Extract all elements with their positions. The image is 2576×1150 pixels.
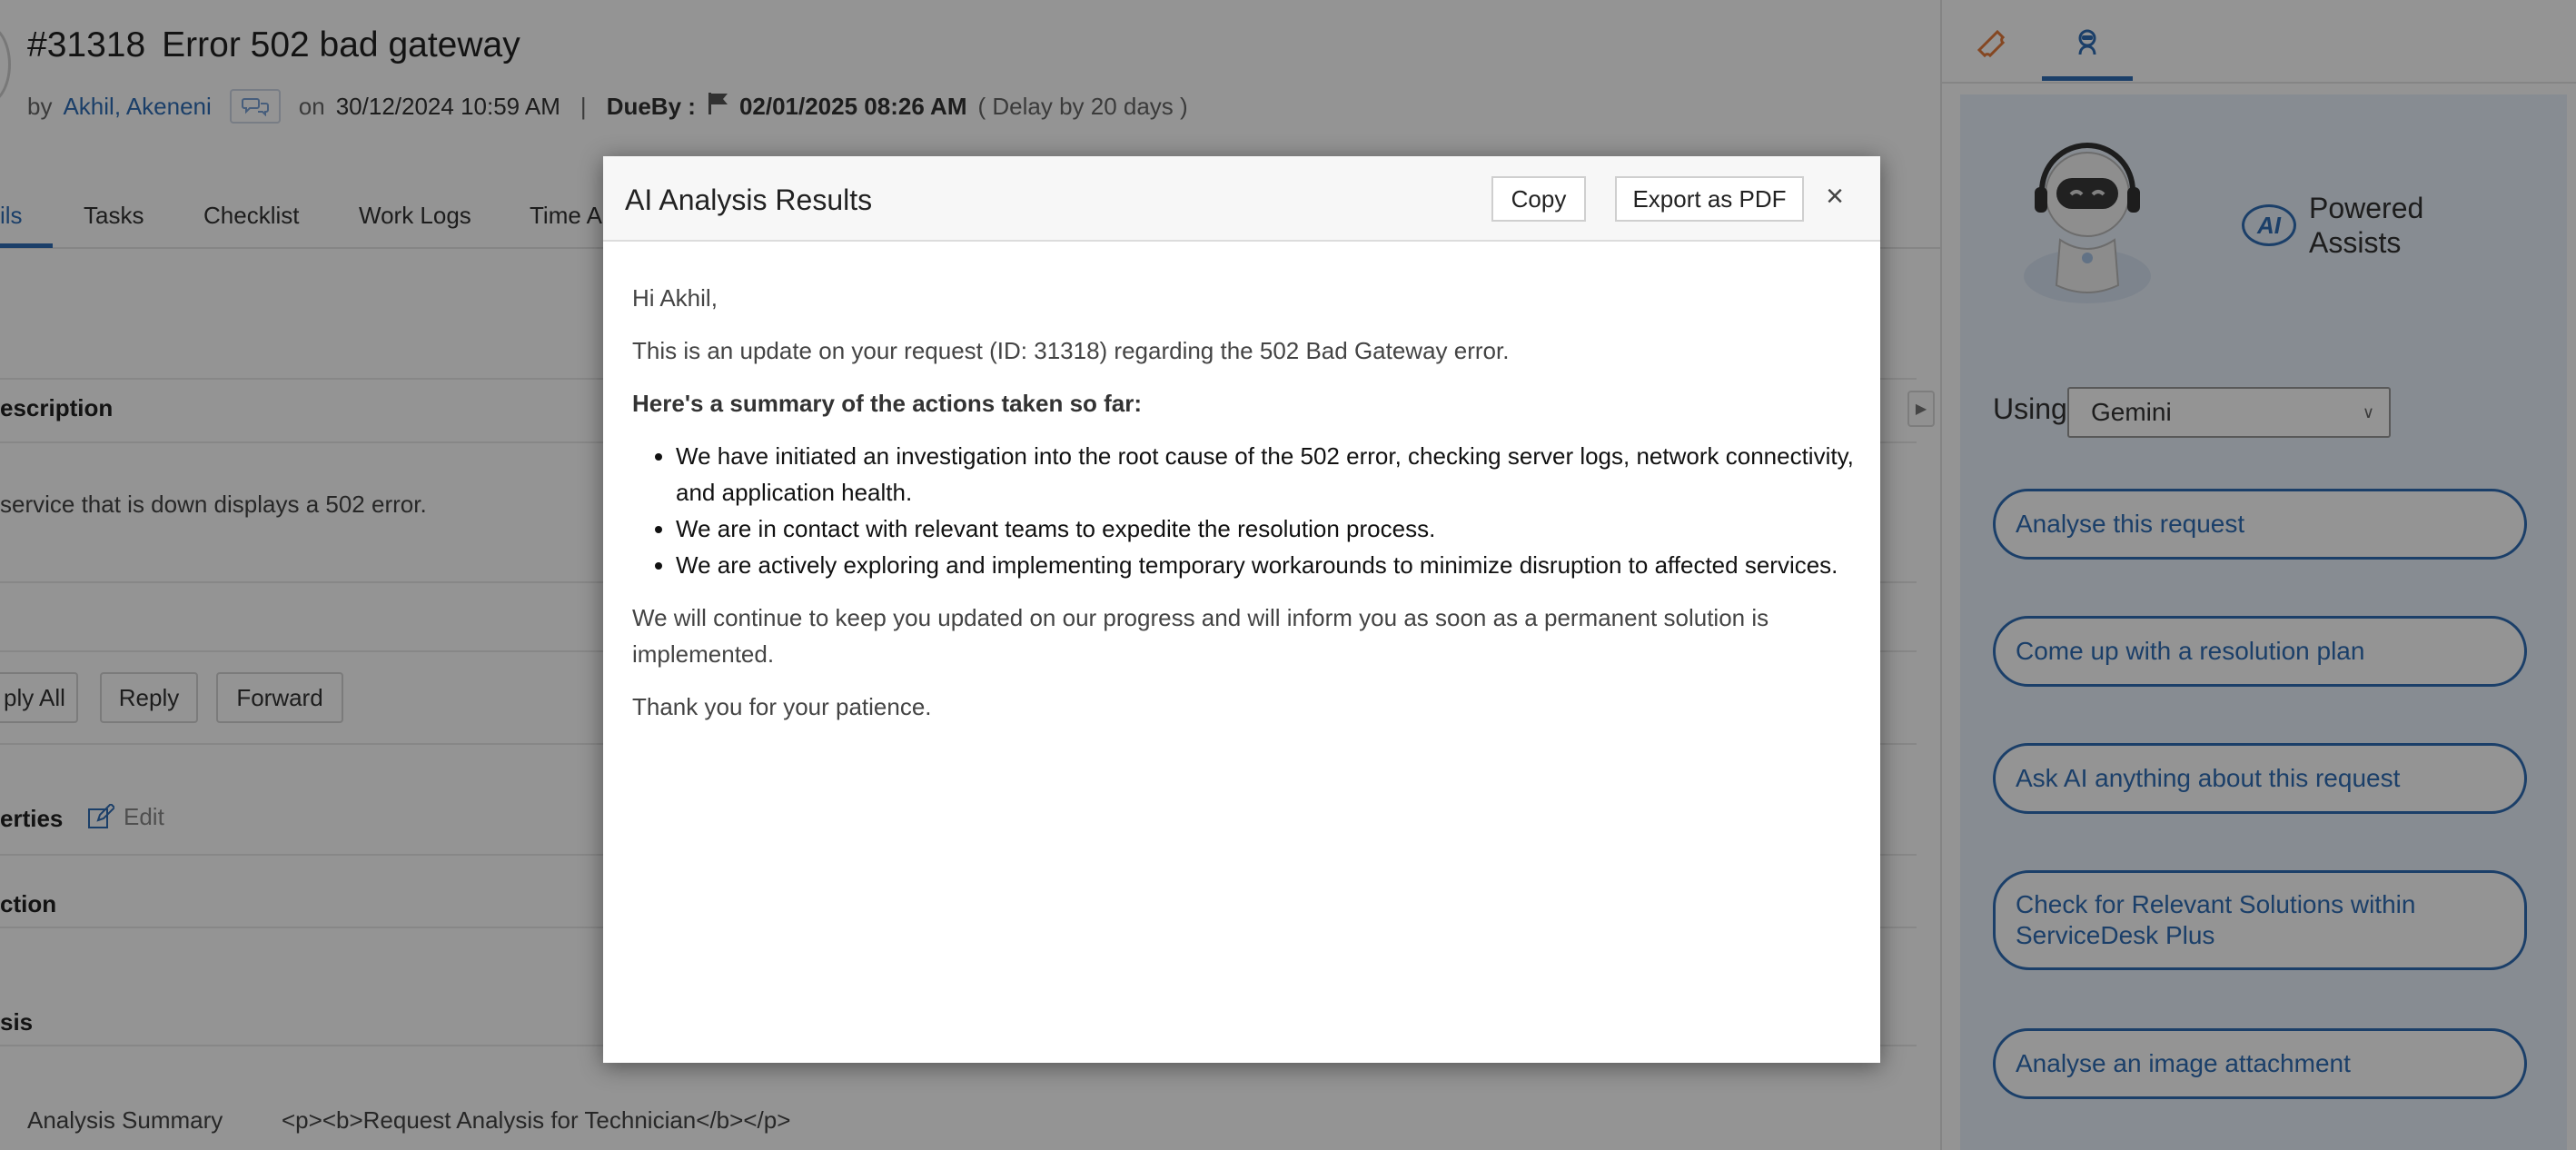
- ask-ai-button[interactable]: Ask AI anything about this request: [1993, 743, 2527, 814]
- description-heading: escription: [0, 394, 114, 421]
- dialog-title: AI Analysis Results: [625, 183, 873, 216]
- due-date: 02/01/2025 08:26 AM: [738, 92, 967, 120]
- delay-text: ( Delay by 20 days ): [977, 92, 1188, 120]
- powered-assists-label: Powered Assists: [2309, 192, 2424, 259]
- using-label: Using: [1993, 392, 2067, 425]
- dueby-label: DueBy :: [606, 92, 696, 120]
- on-label: on: [298, 92, 325, 120]
- dialog-body: [632, 280, 1858, 741]
- actions-list: [632, 438, 1858, 583]
- tab-checklist[interactable]: Checklist: [203, 202, 300, 229]
- edit-label: Edit: [124, 803, 164, 830]
- analyse-image-button[interactable]: Analyse an image attachment: [1993, 1028, 2527, 1099]
- meta-separator: |: [580, 92, 587, 120]
- request-subject: Error 502 bad gateway: [162, 25, 520, 64]
- ai-logo-icon: AI: [2242, 204, 2296, 246]
- intro-text: This is an update on your request (ID: 31318) regarding the 502 Bad Gateway error.: [632, 337, 1510, 364]
- relevant-solutions-button[interactable]: Check for Relevant Solutions within ServiceDesk Plus: [1993, 870, 2527, 970]
- request-number: #31318: [27, 25, 146, 64]
- analysis-summary-label: Analysis Summary: [27, 1106, 223, 1134]
- forward-button[interactable]: Forward: [216, 672, 343, 723]
- copy-button[interactable]: Copy: [1491, 176, 1586, 222]
- tab-time-analysis[interactable]: Time A: [530, 202, 602, 229]
- analysis-section-heading: sis: [0, 1008, 34, 1036]
- tab-work-logs[interactable]: Work Logs: [359, 202, 471, 229]
- ai-model-value: Gemini: [2091, 398, 2172, 426]
- resolution-plan-button[interactable]: Come up with a resolution plan: [1993, 616, 2527, 687]
- list-item: • We are actively exploring and implementing temporary workarounds to minimize disruption to affected services.: [676, 547, 1858, 583]
- by-label: by: [27, 92, 53, 120]
- expand-panel-arrow-icon[interactable]: ▶: [1907, 391, 1935, 427]
- export-pdf-button[interactable]: Export as PDF: [1615, 176, 1804, 222]
- description-text: service that is down displays a 502 error.: [0, 491, 427, 518]
- author-link[interactable]: Akhil, Akeneni: [63, 92, 212, 120]
- chevron-down-icon: ∨: [2362, 403, 2374, 421]
- list-item: • We are in contact with relevant teams to expedite the resolution process.: [676, 511, 1858, 547]
- list-item: • We have initiated an investigation into the root cause of the 502 error, checking server logs, network connectivity, and application health.: [676, 438, 1858, 511]
- ai-analysis-dialog: [603, 156, 1880, 1063]
- close-icon[interactable]: ×: [1826, 178, 1844, 213]
- reply-button[interactable]: Reply: [100, 672, 198, 723]
- closing-text: We will continue to keep you updated on our progress and will inform you as soon as a permanent solution is implemented.: [632, 604, 1769, 668]
- dialog-header: [603, 156, 1880, 242]
- greeting-text: Hi Akhil,: [632, 284, 718, 312]
- created-date: 30/12/2024 10:59 AM: [335, 92, 560, 120]
- reply-all-button[interactable]: ply All: [0, 672, 78, 723]
- summary-heading: Here's a summary of the actions taken so far:: [632, 390, 1143, 417]
- analysis-summary-value: <p><b>Request Analysis for Technician</b></p>: [282, 1106, 791, 1134]
- tab-tasks[interactable]: Tasks: [84, 202, 144, 229]
- properties-section-heading: ction: [0, 890, 57, 917]
- tab-details[interactable]: ils: [0, 202, 23, 229]
- properties-heading: erties: [0, 805, 64, 832]
- analyse-request-button[interactable]: Analyse this request: [1993, 489, 2527, 560]
- thanks-text: Thank you for your patience.: [632, 693, 932, 720]
